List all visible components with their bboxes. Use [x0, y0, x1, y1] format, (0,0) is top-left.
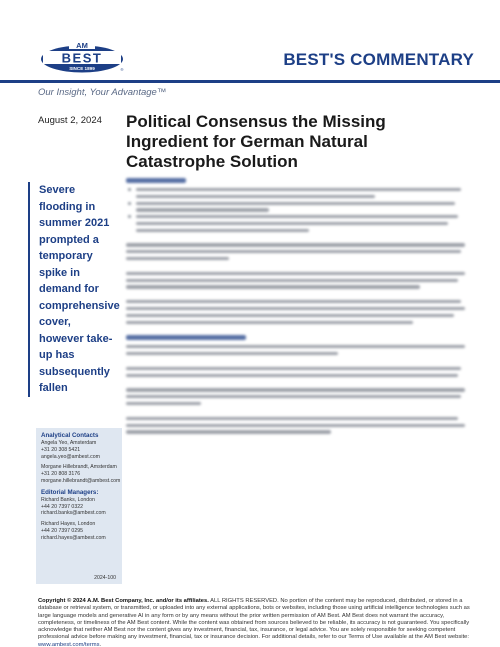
- contact-phone: +44 20 7397 0322: [41, 503, 83, 510]
- contact-name: Angela Yeo, Amsterdam: [41, 440, 97, 446]
- report-code: 2024-100: [94, 575, 116, 581]
- section-title: BEST'S COMMENTARY: [283, 50, 474, 69]
- section-subhead: [126, 335, 246, 340]
- publication-date: August 2, 2024: [38, 115, 102, 126]
- header-divider: [0, 80, 500, 83]
- contact-email[interactable]: morgane.hillebrandt@ambest.com: [41, 477, 121, 484]
- contact-email[interactable]: richard.banks@ambest.com: [41, 510, 106, 517]
- section-subhead: [126, 178, 186, 183]
- logo-registered-mark: ®: [120, 67, 124, 72]
- contact-phone: +31 20 808 3176: [41, 471, 81, 478]
- am-best-logo: [40, 40, 126, 74]
- terms-link[interactable]: www.ambest.com/terms: [38, 641, 100, 647]
- link-suffix: .: [99, 641, 102, 647]
- logo-best-text: BEST: [61, 50, 103, 66]
- article-body: [126, 178, 468, 437]
- contacts-box: [36, 428, 122, 584]
- editorial-managers-heading: Editorial Managers:: [41, 488, 99, 496]
- rights-reserved: ALL RIGHTS RESERVED.: [210, 598, 279, 604]
- logo-since-text: SINCE 1899: [69, 66, 95, 71]
- contact-phone: +31 20 308 5421: [41, 446, 81, 453]
- bullet-item: [126, 215, 468, 235]
- analytical-contacts-heading: Analytical Contacts: [41, 432, 99, 439]
- tagline: Our Insight, Your Advantage™: [38, 87, 167, 98]
- contact-email[interactable]: angela.yeo@ambest.com: [41, 453, 100, 460]
- article-title: Political Consensus the Missing Ingredient for German Natural Catastrophe Solution: [126, 112, 386, 171]
- logo-am-text: AM: [76, 41, 88, 50]
- legal-footer: [38, 598, 472, 647]
- bullet-item: [126, 202, 468, 216]
- copyright-notice: Copyright © 2024 A.M. Best Company, Inc. and/or its affiliates.: [38, 598, 209, 604]
- contact-name: Richard Banks, London: [41, 496, 95, 503]
- legal-disclaimer: No portion of the content may be reproduced, distributed, or stored in a database or retrieval system, or transmitted, or uploaded into any external applications, bots or websites, including those using artificial intelligence technologies such as large language models and generative AI in any form or by any means without the prior written permission of AM Best. AM Best does not warrant the accuracy, completeness, or timeliness of the AM Best content. While the content was obtained from sources believed to be reliable, its accuracy is not guaranteed. You specifically acknowledge that neither AM Best nor the content gives any investment, financial, tax, insurance, or legal advice. You are solely responsible for seeking competent professional advice before making any investment, financial, tax or insurance decision. For additional details, refer to our Terms of Use available at the AM Best website:: [38, 598, 470, 641]
- pull-quote: Severe flooding in summer 2021 prompted a temporary spike in demand for comprehensive cover, however take-up has subsequently fallen: [28, 182, 116, 397]
- contact-name: Richard Hayes, London: [41, 521, 96, 528]
- contact-email[interactable]: richard.hayes@ambest.com: [41, 534, 106, 541]
- page-header: [0, 0, 500, 80]
- contact-name: Morgane Hillebrandt, Amsterdam: [41, 464, 117, 471]
- contact-phone: +44 20 7397 0295: [41, 527, 83, 534]
- bullet-item: [126, 188, 468, 202]
